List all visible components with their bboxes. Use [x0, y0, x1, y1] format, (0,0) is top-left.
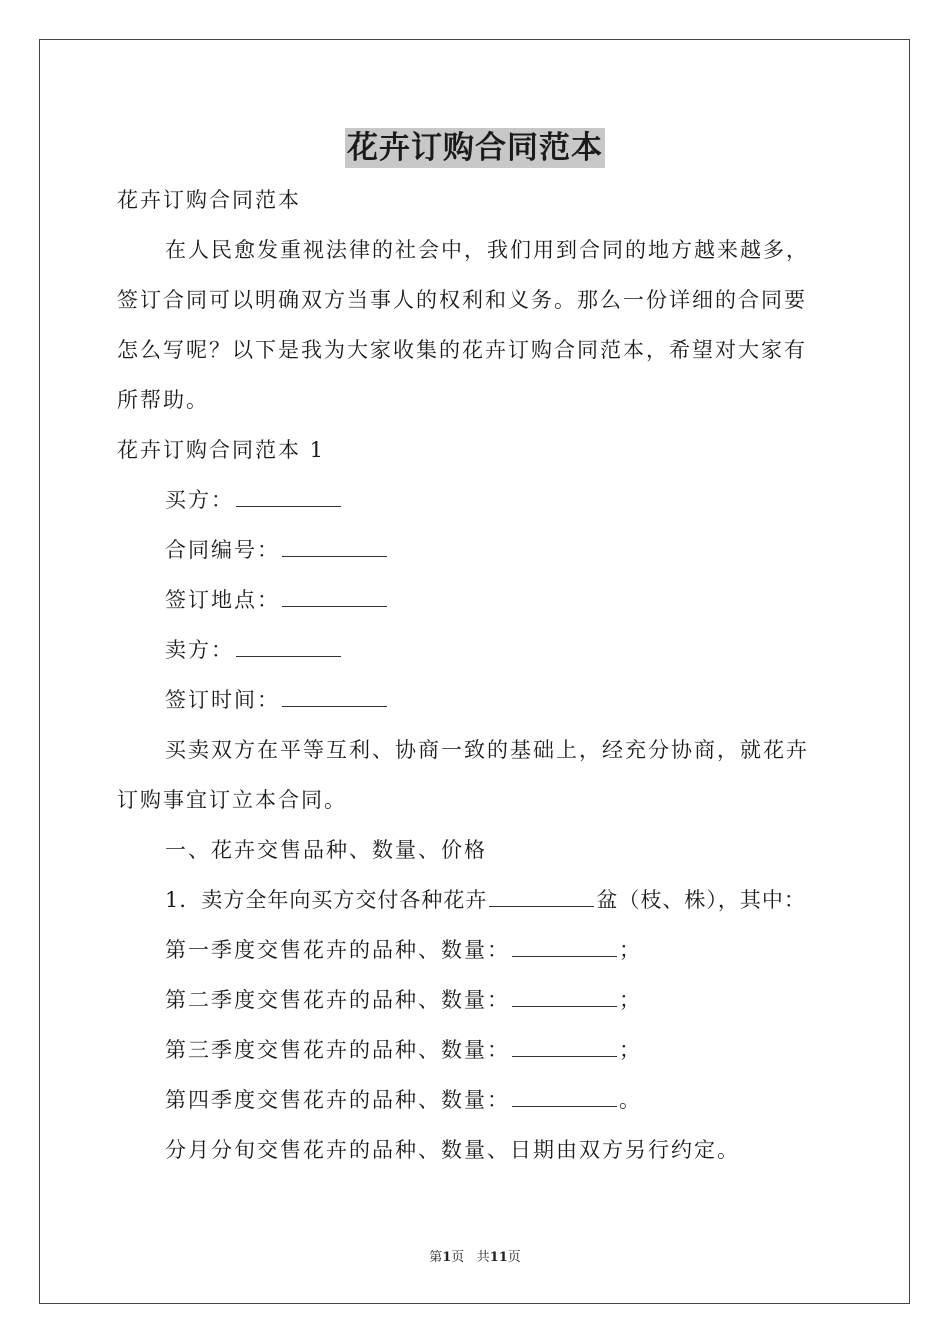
intro-line-2: 签订合同可以明确双方当事人的权利和义务。那么一份详细的合同要 — [117, 288, 807, 312]
quarter-4-blank[interactable] — [512, 1086, 617, 1107]
quarter-4-line — [165, 1086, 642, 1114]
buyer-label: 买方： — [165, 488, 234, 512]
quarter-3-label: 第三季度交售花卉的品种、数量： — [165, 1038, 510, 1062]
page-prefix: 第 — [429, 1250, 443, 1265]
quarter-3-line — [165, 1036, 642, 1064]
clause-1-line — [165, 886, 806, 914]
schedule-note: 分月分旬交售花卉的品种、数量、日期由双方另行约定。 — [165, 1138, 740, 1162]
seller-label: 卖方： — [165, 638, 234, 662]
quarter-2-label: 第二季度交售花卉的品种、数量： — [165, 988, 510, 1012]
clause-1-prefix: 1．卖方全年向买方交付各种花卉 — [165, 888, 488, 912]
sign-place-label: 签订地点： — [165, 588, 280, 612]
quarter-4-label: 第四季度交售花卉的品种、数量： — [165, 1088, 510, 1112]
total-quantity-blank[interactable] — [489, 886, 594, 907]
quarter-4-end: 。 — [619, 1088, 642, 1112]
page-footer — [0, 1250, 950, 1266]
clause-heading: 一、花卉交售品种、数量、价格 — [165, 838, 487, 862]
quarter-1-label: 第一季度交售花卉的品种、数量： — [165, 938, 510, 962]
section-heading: 花卉订购合同范本 1 — [117, 438, 326, 462]
sign-time-field — [165, 686, 389, 714]
sign-place-blank[interactable] — [282, 586, 387, 607]
page-number: 1 — [442, 1250, 452, 1265]
contract-no-field — [165, 536, 389, 564]
sign-time-blank[interactable] — [282, 686, 387, 707]
clause-1-suffix: 盆（枝、株），其中： — [596, 888, 806, 912]
buyer-blank[interactable] — [236, 486, 341, 507]
contract-no-label: 合同编号： — [165, 538, 280, 562]
total-suffix: 页 — [507, 1250, 521, 1265]
page-border — [39, 39, 910, 1304]
seller-blank[interactable] — [236, 636, 341, 657]
quarter-1-line — [165, 936, 642, 964]
total-prefix: 共 — [476, 1250, 490, 1265]
quarter-3-end: ； — [619, 1038, 642, 1062]
total-pages: 11 — [489, 1250, 508, 1265]
quarter-2-line — [165, 986, 642, 1014]
contract-no-blank[interactable] — [282, 536, 387, 557]
sign-time-label: 签订时间： — [165, 688, 280, 712]
title-container — [0, 128, 950, 168]
quarter-3-blank[interactable] — [512, 1036, 617, 1057]
buyer-field — [165, 486, 343, 514]
intro-line-4: 所帮助。 — [117, 388, 209, 412]
preamble-line-2: 订购事宜订立本合同。 — [117, 788, 347, 812]
intro-line-1: 在人民愈发重视法律的社会中，我们用到合同的地方越来越多， — [165, 238, 809, 262]
document-title: 花卉订购合同范本 — [347, 130, 603, 166]
quarter-2-blank[interactable] — [512, 986, 617, 1007]
subtitle: 花卉订购合同范本 — [117, 188, 301, 212]
quarter-2-end: ； — [619, 988, 642, 1012]
intro-line-3: 怎么写呢？以下是我为大家收集的花卉订购合同范本，希望对大家有 — [117, 338, 807, 362]
preamble-line-1: 买卖双方在平等互利、协商一致的基础上，经充分协商，就花卉 — [165, 738, 809, 762]
quarter-1-end: ； — [619, 938, 642, 962]
sign-place-field — [165, 586, 389, 614]
page-suffix: 页 — [451, 1250, 465, 1265]
quarter-1-blank[interactable] — [512, 936, 617, 957]
seller-field — [165, 636, 343, 664]
